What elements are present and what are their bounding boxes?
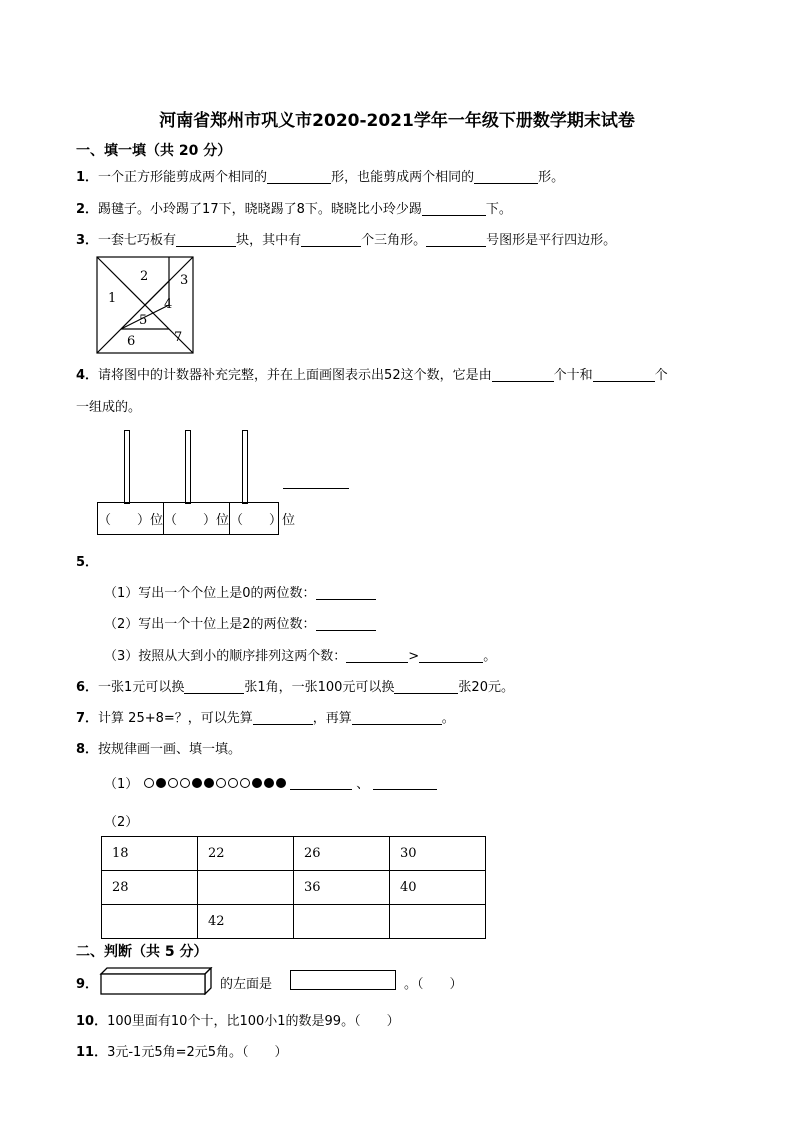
question-3 — [76, 229, 616, 248]
q2-text-2: 下。 — [485, 202, 512, 217]
tangram-figure — [96, 256, 194, 354]
q7-text-3: 。 — [441, 711, 455, 726]
q2-number: 2． — [76, 202, 99, 217]
table-cell: 30 — [390, 837, 486, 871]
table-cell[interactable] — [390, 905, 486, 939]
q5-sub-3-text: （3）按照从大到小的顺序排列这两个数： — [104, 649, 347, 664]
q3-text-2: 块，其中有 — [236, 233, 302, 248]
table-cell[interactable] — [294, 905, 390, 939]
table-cell: 18 — [102, 837, 198, 871]
empty-circle-icon — [228, 778, 238, 788]
tangram-label-3: 3 — [180, 273, 189, 288]
q3-text-4: 号图形是平行四边形。 — [486, 233, 617, 248]
q9-text-2: 。（ ） — [404, 977, 463, 992]
cuboid-front-face — [101, 974, 205, 994]
q5-blank-1[interactable] — [316, 585, 376, 600]
q4-number: 4． — [76, 368, 99, 383]
filled-circle-icon — [204, 778, 214, 788]
q6-blank-2[interactable] — [394, 679, 458, 694]
question-11 — [76, 1041, 288, 1060]
q2-text-1: 踢毽子。小玲踢了17下，晓晓踢了8下。晓晓比小玲少踢 — [98, 202, 422, 217]
q1-blank-2[interactable] — [474, 169, 538, 184]
q9-text-1: 的左面是 — [220, 977, 273, 992]
abacus-counter — [97, 430, 296, 534]
empty-circle-icon — [240, 778, 250, 788]
table-cell: 36 — [294, 871, 390, 905]
abacus-answer-blank[interactable] — [283, 488, 349, 489]
abacus-base — [97, 502, 296, 535]
table-cell: 42 — [198, 905, 294, 939]
empty-circle-icon — [180, 778, 190, 788]
q5-sub-1 — [104, 582, 376, 601]
q3-number: 3． — [76, 233, 99, 248]
q1-number: 1． — [76, 170, 99, 185]
q9-number-text: 9． — [76, 977, 99, 992]
q8-sub-1 — [104, 773, 437, 792]
q6-text-3: 张20元。 — [458, 680, 514, 695]
tangram-label-6: 6 — [127, 334, 136, 349]
question-1 — [76, 166, 564, 185]
q4-text-1: 请将图中的计数器补充完整，并在上面画图表示出52这个数，它是由 — [98, 368, 492, 383]
q9-answer-rectangle — [290, 970, 396, 990]
bead-pattern — [144, 778, 288, 788]
question-4 — [76, 364, 668, 383]
tangram-label-1: 1 — [108, 291, 117, 306]
q1-text-1: 一个正方形能剪成两个相同的 — [98, 170, 268, 185]
q7-number: 7． — [76, 711, 99, 726]
table-row — [102, 871, 486, 905]
section-1-heading: 一、填一填（共 20 分） — [76, 143, 232, 159]
table-cell: 40 — [390, 871, 486, 905]
q5-sub-2 — [104, 613, 376, 632]
abacus-rod-3 — [242, 430, 248, 504]
abacus-place-label-2: （ ）位 — [164, 503, 230, 534]
filled-circle-icon — [276, 778, 286, 788]
abacus-rod-2 — [185, 430, 191, 504]
q1-text-3: 形。 — [538, 170, 565, 185]
q4-text-3: 个 — [654, 368, 668, 383]
q5-blank-4[interactable] — [419, 648, 483, 663]
filled-circle-icon — [156, 778, 166, 788]
q5-number: 5． — [76, 555, 99, 570]
tangram-label-7: 7 — [174, 330, 183, 345]
table-row — [102, 905, 486, 939]
q3-blank-2[interactable] — [301, 232, 361, 247]
question-10 — [76, 1010, 400, 1029]
table-row — [102, 837, 486, 871]
q5-blank-3[interactable] — [346, 648, 408, 663]
q9-number — [76, 973, 98, 992]
section-2-heading: 二、判断（共 5 分） — [76, 944, 208, 960]
q8-number: 8． — [76, 742, 99, 757]
filled-circle-icon — [264, 778, 274, 788]
question-6 — [76, 676, 514, 695]
q6-number: 6． — [76, 680, 99, 695]
q7-blank-1[interactable] — [253, 710, 313, 725]
q4-text-2: 个十和 — [553, 368, 593, 383]
q10-text: 100里面有10个十，比100小1的数是99。（ ） — [107, 1014, 400, 1029]
abacus-place-label-1: （ ）位 — [98, 503, 164, 534]
question-2 — [76, 198, 512, 217]
cuboid-top-face — [101, 968, 211, 974]
question-8 — [76, 738, 241, 757]
table-cell[interactable] — [198, 871, 294, 905]
q5-sub-1-text: （1）写出一个个位上是0的两位数： — [104, 586, 316, 601]
table-cell: 22 — [198, 837, 294, 871]
q8-text-1: 按规律画一画、填一填。 — [98, 742, 242, 757]
q3-text-3: 个三角形。 — [361, 233, 427, 248]
q11-number: 11． — [76, 1045, 108, 1060]
q7-text-1: 计算 25+8=？，可以先算 — [98, 711, 253, 726]
abacus-place-label-3: （ ）位 — [230, 513, 296, 528]
q7-text-2: ，再算 — [312, 711, 352, 726]
tangram-label-5: 5 — [139, 313, 148, 328]
q5-blank-2[interactable] — [316, 616, 376, 631]
q6-text-1: 一张1元可以换 — [98, 680, 185, 695]
q8-sub-1-label: （1） — [104, 777, 139, 792]
q8-separator: 、 — [356, 777, 370, 792]
q6-text-2: 张1角，一张100元可以换 — [244, 680, 395, 695]
q4-text-4: 一组成的。 — [76, 400, 142, 415]
q8-blank-2[interactable] — [373, 775, 437, 790]
q5-gt-sign: > — [408, 649, 420, 664]
number-pattern-table — [101, 836, 486, 939]
q1-text-2: 形，也能剪成两个相同的 — [331, 170, 475, 185]
q3-blank-1[interactable] — [176, 232, 236, 247]
q5-sub-2-text: （2）写出一个十位上是2的两位数： — [104, 617, 316, 632]
filled-circle-icon — [192, 778, 202, 788]
q2-blank-1[interactable] — [422, 201, 486, 216]
q5-end: 。 — [483, 649, 497, 664]
empty-circle-icon — [144, 778, 154, 788]
table-cell: 28 — [102, 871, 198, 905]
q6-blank-1[interactable] — [184, 679, 244, 694]
empty-circle-icon — [168, 778, 178, 788]
q10-number: 10． — [76, 1014, 108, 1029]
tangram-label-2: 2 — [140, 269, 149, 284]
q4-blank-1[interactable] — [492, 367, 554, 382]
question-7 — [76, 707, 455, 726]
abacus-rod-1 — [124, 430, 130, 504]
filled-circle-icon — [252, 778, 262, 788]
q3-blank-3[interactable] — [426, 232, 486, 247]
q7-blank-2[interactable] — [352, 710, 442, 725]
tangram-label-4: 4 — [164, 297, 173, 312]
q5-sub-3 — [104, 645, 496, 664]
q4-blank-2[interactable] — [593, 367, 655, 382]
q3-text-1: 一套七巧板有 — [98, 233, 177, 248]
table-cell: 26 — [294, 837, 390, 871]
table-cell[interactable] — [102, 905, 198, 939]
page-title: 河南省郑州市巩义市2020-2021学年一年级下册数学期末试卷 — [159, 111, 635, 131]
q8-sub-2-label: （2） — [104, 815, 139, 830]
cuboid-figure — [99, 967, 213, 995]
q11-text: 3元-1元5角=2元5角。（ ） — [107, 1045, 288, 1060]
q1-blank-1[interactable] — [267, 169, 331, 184]
q8-blank-1[interactable] — [290, 775, 352, 790]
empty-circle-icon — [216, 778, 226, 788]
